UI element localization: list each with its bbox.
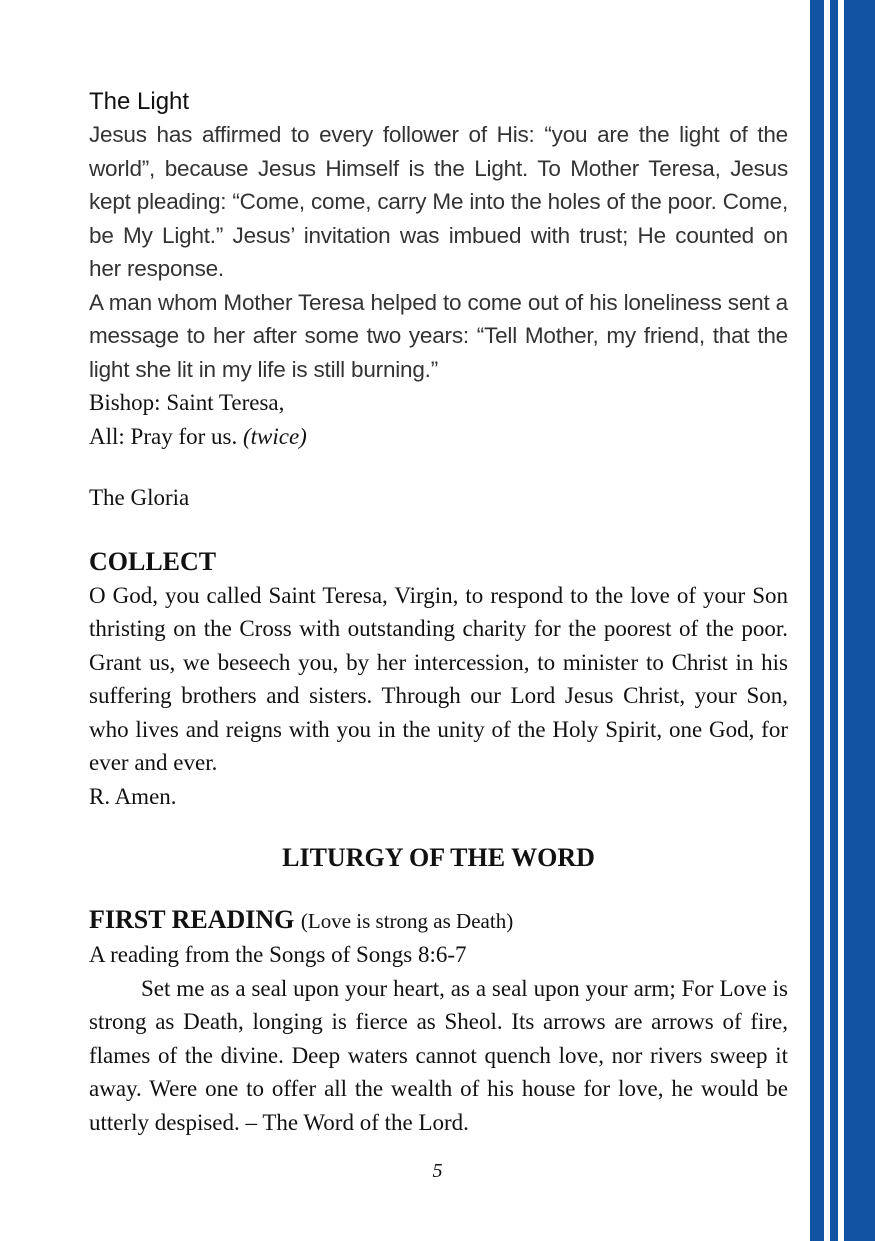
stripe-middle — [830, 0, 838, 1241]
light-heading: The Light — [89, 88, 190, 115]
first-reading-title: FIRST READING — [89, 905, 295, 934]
first-reading-source: A reading from the Songs of Songs 8:6-7 — [89, 942, 467, 967]
all-response-line — [89, 420, 788, 454]
collect-response: R. Amen. — [89, 783, 177, 809]
bishop-line: Bishop: Saint Teresa, — [89, 390, 285, 415]
stripe-left — [810, 0, 824, 1241]
page-content — [89, 86, 788, 1139]
all-response-text: All: Pray for us. — [89, 423, 238, 449]
liturgy-heading: LITURGY OF THE WORD — [282, 843, 595, 872]
collect-text: O God, you called Saint Teresa, Virgin, to respond to the love of your Son thristing on the Cross with outstanding charity for the poorest of the poor. Grant us, we beseech you, by her intercession, to minister to Christ in his suffering brothers and sisters. Through our Lord Jesus Christ, your Son, who lives and reigns with you in the unity of the Holy Spirit, one God, for ever and ever. — [89, 582, 788, 775]
page-number: 5 — [432, 1160, 443, 1182]
first-reading-subtitle: (Love is strong as Death) — [300, 909, 514, 933]
decorative-side-stripes — [810, 0, 875, 1241]
first-reading-text: Set me as a seal upon your heart, as a seal upon your arm; For Love is strong as Death, longing is fierce as Sheol. Its arrows are arrows of fire, flames of the divine. Deep waters cannot quench love, nor rivers sweep it away. Were one to offer all the wealth of his house for love, he would be utterly despised. – The Word of the Lord. — [89, 975, 788, 1135]
first-reading-heading — [89, 903, 788, 938]
stripe-right — [844, 0, 875, 1241]
collect-heading: COLLECT — [89, 546, 217, 576]
gloria-line: The Gloria — [89, 485, 190, 510]
light-paragraph-2: A man whom Mother Teresa helped to come out of his loneliness sent a message to her after some two years: “Tell Mother, my friend, that the light she lit in my life is still burning.” — [89, 289, 788, 382]
light-paragraph-1: Jesus has affirmed to every follower of His: “you are the light of the world”, because Jesus Himself is the Light. To Mother Teresa, Jesus kept pleading: “Come, come, carry Me into the holes of the poor. Come, be My Light.” Jesus’ invitation was imbued with trust; He counted on her response. — [89, 122, 788, 281]
all-response-note: (twice) — [242, 423, 307, 449]
